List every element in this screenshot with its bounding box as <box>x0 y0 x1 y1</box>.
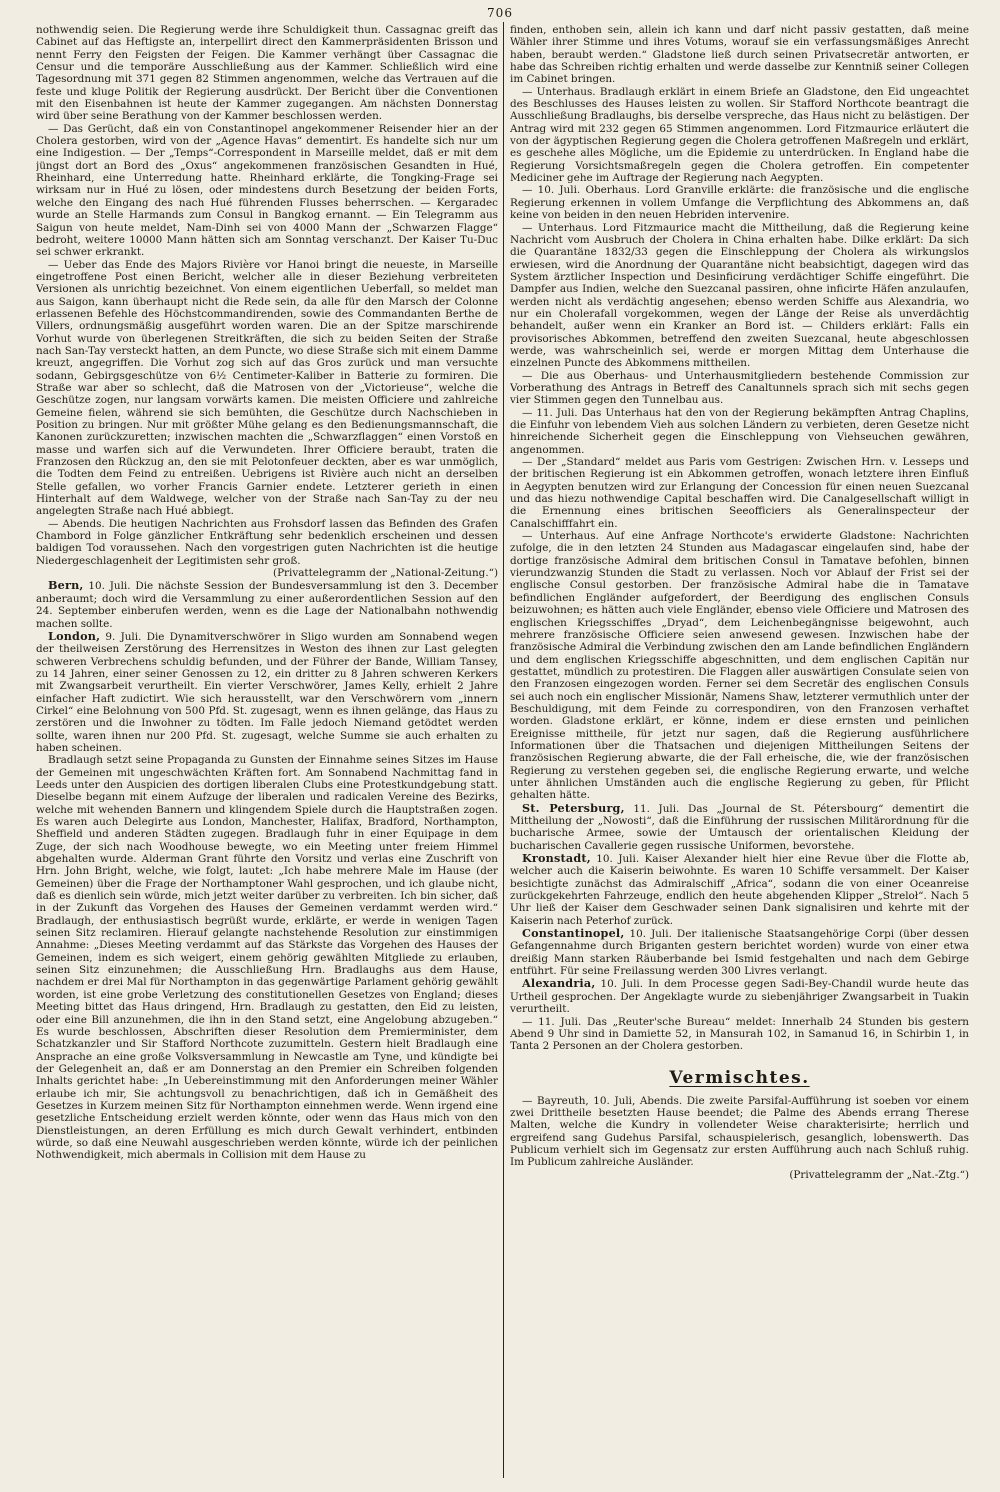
article-paragraph: — Unterhaus. Lord Fitzmaurice macht die Mittheilung, daß die Regierung keine Nachricht vom Ausbruch der Cholera in China erhalten habe. Dilke erklärt: Da sich die Quarantäne 1832/33 gegen die Einschleppung der Cholera als wirkungslos erwiesen, wird die Anordnung der Quarantäne nicht beabsichtigt, dagegen wird das System ärztlicher Inspection und Desinficirung verdächtiger Schiffe eingeführt. Die Dampfer aus Indien, welche den Suezcanal passiren, ohne inficirte Häfen anzulaufen, werden nicht als verdächtig angesehen; ebenso werden Schiffe aus Alexandria, wo nur ein Cholerafall vorgekommen, wegen der Länge der Reise als unverdächtig behandelt, außer wenn ein Kranker an Bord ist. — Childers erklärt: Falls ein provisorisches Abkommen, betreffend den zweiten Suezcanal, heute abgeschlossen werde, was wahrscheinlich sei, werde er morgen Mittag dem Unterhause die einzelnen Puncte des Abkommens mittheilen. <box>510 221 969 370</box>
dateline: Constantinopel, <box>522 926 625 941</box>
article-paragraph: — Das Gerücht, daß ein von Constantinopel angekommener Reisender hier an der Cholera gestorben, wird von der „Agence Havas“ dementirt. Es handelte sich nur um eine Indigestion. — Der „Temps“-Correspondent in Marseille meldet, daß er mit dem jüngst dort an Bord des „Oxus“ angekommenen französischen Gesandten in Hué, Rheinhard, eine Unterredung hatte. Rheinhard erklärte, die Tongking-Frage sei wirksam nur in Hué zu lösen, oder mindestens durch Besetzung der beiden Forts, welche den Eingang des nach Hué führenden Flusses beherrschen. — Kergaradec wurde an Stelle Harmands zum Consul in Bangkog ernannt. — Ein Telegramm aus Saigun von heute meldet, Nam-Dinh sei von 4000 Mann der „Schwarzen Flagge“ bedroht, weitere 10000 Mann hätten sich am Sonntag verschanzt. Der Kaiser Tu-Duc sei schwer erkrankt. <box>36 122 498 259</box>
news-body: 9. Juli. Die Dynamitverschwörer in Sligo wurden am Sonnabend wegen der theilweisen Zerstörung des Herrensitzes in Weston des ihnen zur Last gelegten schweren Verbrechens schuldig befunden, und der Führer der Bande, William Tansey, zu 14 Jahren, einer seiner Genossen zu 12, ein dritter zu 8 Jahren schweren Kerkers mit Zwangsarbeit verurtheilt. Ein vierter Verschwörer, James Kelly, erhielt 2 Jahre einfacher Haft zudictirt. Wie sich herausstellt, war den Verschwörern vom „innern Cirkel“ eine Belohnung von 500 Pfd. St. zugesagt, wenn es ihnen gelänge, das Haus zu zerstören und die Inwohner zu tödten. Im Falle jedoch Niemand getödtet werden sollte, waren ihnen nur 200 Pfd. St. zugesagt, welche Summe sie auch erhalten zu haben scheinen. <box>36 630 498 754</box>
dateline: London, <box>48 628 101 643</box>
article-paragraph: finden, enthoben sein, allein ich kann und darf nicht passiv gestatten, daß meine Wähler ihrer Stimme und ihres Votums, worauf sie ein verfassungsmäßiges Anrecht haben, beraubt werden.“ Gladstone ließ durch seinen Privatsecretär antworten, er habe das Schreiben richtig erhalten und werde dasselbe zur Kenntniß seiner Collegen im Cabinet bringen. <box>510 24 969 86</box>
article-paragraph: — Unterhaus. Bradlaugh erklärt in einem Briefe an Gladstone, den Eid ungeachtet des Beschlusses des Hauses leisten zu wollen. Sir Stafford Northcote beantragt die Ausschließung Bradlaughs, bis derselbe verspreche, das Haus nicht zu belästigen. Der Antrag wird mit 232 gegen 65 Stimmen angenommen. Lord Fitzmaurice erläutert die von der ägyptischen Regierung gegen die Cholera getroffenen Maßregeln und erklärt, es geschehe alles Mögliche, um die Epidemie zu unterdrücken. In England habe die Regierung Vorsichtsmaßregeln gegen die Cholera getroffen. Ein competenter Mediciner gehe im Auftrage der Regierung nach Aegypten. <box>510 85 969 185</box>
news-body: 11. Juli. Das „Journal de St. Pétersbourg“ dementirt die Mittheilung der „Nowosti“, daß die Einführung der russischen Militärordnung für die bucharische Armee, sowie der Umtausch der orientalischen Kleidung der bucharischen Cavallerie gegen russische Uniformen, bevorstehe. <box>510 802 969 852</box>
dateline: St. Petersburg, <box>522 800 625 815</box>
column-rule <box>503 22 504 1478</box>
article-paragraph: Bradlaugh setzt seine Propaganda zu Gunsten der Einnahme seines Sitzes im Hause der Gemeinen mit ungeschwächten Kräften fort. Am Sonnabend Nachmittag fand in Leeds unter den Auspicien des dortigen liberalen Clubs eine Protestkundgebung statt. Dieselbe begann mit einem Aufzuge der liberalen und radicalen Vereine des Bezirks, welche mit wehenden Bannern und klingendem Spiele durch die Hauptstraßen zogen. Es waren auch Delegirte aus London, Manchester, Halifax, Bradford, Northampton, Sheffield und anderen Städten zugegen. Bradlaugh fuhr in einer Equipage in dem Zuge, der sich nach Woodhouse bewegte, wo ein Meeting unter freiem Himmel abgehalten wurde. Alderman Grant führte den Vorsitz und verlas eine Zuschrift von Hrn. John Bright, welche, wie folgt, lautet: „Ich habe mehrere Male im Hause (der Gemeinen) über die Frage der Northamptoner Wahl gesprochen, und ich glaube nicht, daß es dienlich sein würde, mich jetzt weiter darüber zu verbreiten. Ich bin sicher, daß in der Zukunft das Vorgehen des Hauses der Gemeinen verdammt werden wird.“ Bradlaugh, der enthusiastisch begrüßt wurde, erklärte, er werde in wenigen Tagen seinen Sitz reclamiren. Hierauf gelangte nachstehende Resolution zur einstimmigen Annahme: „Dieses Meeting verdammt auf das Stärkste das Vorgehen des Hauses der Gemeinen, indem es sich weigert, einem gehörig gewählten Mitgliede zu erlauben, seinen Sitz einzunehmen; die Ausschließung Hrn. Bradlaughs aus dem Hause, nachdem er drei Mal für Northampton in das gegenwärtige Parlament gehörig gewählt worden, ist eine grobe Verletzung des constitutionellen Gesetzes von England; dieses Meeting bittet das Haus dringend, Hrn. Bradlaugh zu gestatten, den Eid zu leisten, oder eine Bill anzunehmen, die ihn in den Stand setzt, eine Angelobung abzugeben.“ Es wurde beschlossen, Abschriften dieser Resolution dem Premierminister, dem Schatzkanzler und Sir Stafford Northcote zuzumitteln. Gestern hielt Bradlaugh eine Ansprache an eine große Volksversammlung in Newcastle am Tyne, und kündigte bei der Gelegenheit an, daß er am Donnerstag an den Premier ein Schreiben folgenden Inhalts gerichtet habe: „In Uebereinstimmung mit den Anforderungen meiner Wähler erlaube ich mir, Sie achtungsvoll zu benachrichtigen, daß ich in Gemäßheit des Gesetzes in Kurzem meinen Sitz für Northampton einnehmen werde. Wenn irgend eine gesetzliche Entscheidung erzielt werden könnte, oder wenn das Haus mich von den Dienstleistungen, an deren Erfüllung es mich durch Gewalt verhindert, entbinden würde, so daß eine Neuwahl ausgeschrieben werden könnte, würde ich der peinlichen Nothwendigkeit, mich abermals in Collision mit dem Hause zu <box>36 754 498 1162</box>
telegram-credit: (Privattelegramm der „Nat.-Ztg.“) <box>789 1168 969 1181</box>
news-body: 10. Juli. Kaiser Alexander hielt hier eine Revue über die Flotte ab, welcher auch die Kaiserin beiwohnte. Es waren 10 Schiffe versammelt. Der Kaiser besichtigte zunächst das Admiralschiff „Africa“, sodann die von einer Oceanreise zurückgekehrten Fahrzeuge, endlich den heute abgehenden Klipper „Streloł“. Nach 5 Uhr ließ der Kaiser dem Geschwader seinen Dank signalisiren und kehrte mit der Kaiserin nach Peterhof zurück. <box>510 853 969 927</box>
article-paragraph: — Bayreuth, 10. Juli, Abends. Die zweite Parsifal-Aufführung ist soeben vor einem zwei Drittheile besetzten Hause beendet; die Palme des Abends errang Therese Malten, welche die Kundry in vollendeter Weise charakterisirte; herrlich und ergreifend sang Gudehus Parsifal, schauspielerisch, gesanglich, lobenswerth. Das Publicum verhielt sich im Gegensatz zur ersten Aufführung auch nach Schluß ruhig. Im Publicum zahlreiche Ausländer. <box>510 1094 969 1169</box>
right-column <box>510 24 969 1482</box>
news-body: 10. Juli. Der italienische Staatsangehörige Corpi (über dessen Gefangennahme durch Briganten gestern berichtet worden) wurde von einer etwa dreißig Mann starken Räuberbande bei Ismid festgehalten und nach dem Gebirge entführt. Für seine Freilassung werden 300 Livres verlangt. <box>510 928 969 978</box>
dateline: Bern, <box>48 578 84 593</box>
dateline: Kronstadt, <box>522 851 591 866</box>
article-paragraph: nothwendig seien. Die Regierung werde ihre Schuldigkeit thun. Cassagnac greift das Cabinet auf das Heftigste an, interpellirt direct den Kammerpräsidenten Brisson und nennt Ferry den Feigsten der Feigen. Die Kammer verhängt über Cassagnac die Censur und die temporäre Ausschließung aus der Kammer. Schließlich wird eine Tagesordnung mit 371 gegen 82 Stimmen angenommen, welche das Vertrauen auf die feste und kluge Politik der Regierung ausdrückt. Der Bericht über die Conventionen mit den Eisenbahnen ist heute der Kammer zugegangen. Am nächsten Donnerstag wird über seine Berathung von der Kammer beschlossen werden. <box>36 24 498 123</box>
section-heading: Vermischtes. <box>669 1067 810 1088</box>
news-body: 10. Juli. In dem Processe gegen Sadi-Bey-Chandil wurde heute das Urtheil gesprochen. Der Angeklagte wurde zu siebenjähriger Zwangsarbeit in Tuakin verurtheilt. <box>510 978 969 1016</box>
article-paragraph: — Die aus Oberhaus- und Unterhausmitgliedern bestehende Commission zur Vorberathung des Antrags in Betreff des Canaltunnels sprach sich mit sechs gegen vier Stimmen gegen den Tunnelbau aus. <box>510 369 969 407</box>
left-column <box>36 24 498 1482</box>
page-number: 706 <box>487 6 513 20</box>
news-item-london <box>36 630 498 754</box>
article-paragraph: — Abends. Die heutigen Nachrichten aus Frohsdorf lassen das Befinden des Grafen Chambord in Folge gänzlicher Entkräftung sehr bedenklich erscheinen und dessen baldigen Tod voraussehen. Nach den vorgestrigen guten Nachrichten ist die heutige Niedergeschlagenheit der Legitimisten sehr groß. <box>36 517 498 567</box>
dateline: Alexandria, <box>522 976 596 991</box>
telegram-credit: (Privattelegramm der „National-Zeitung.“) <box>273 567 498 580</box>
article-paragraph: — Der „Standard“ meldet aus Paris vom Gestrigen: Zwischen Hrn. v. Lesseps und der britischen Regierung ist ein Abkommen getroffen, wonach letztere ihren Einfluß in Aegypten benutzen wird zur Erlangung der Concession für einen neuen Suezcanal und das hiezu nothwendige Capital beschaffen wird. Die Canalgesellschaft willigt in die Ernennung eines britischen Seeofficiers als Generalinspecteur der Canalschifffahrt ein. <box>510 456 969 530</box>
news-item-alexandria <box>510 977 969 1015</box>
news-body: 10. Juli. Die nächste Session der Bundesversammlung ist den 3. December anberaumt; doch wird die Versammlung zu einer außerordentlichen Session auf den 24. September einberufen werden, wenn es die Lage der Nationalbahn nothwendig machen sollte. <box>36 580 498 630</box>
article-paragraph: — 11. Juli. Das Unterhaus hat den von der Regierung bekämpften Antrag Chaplins, die Einfuhr von lebendem Vieh aus solchen Ländern zu verbieten, deren Gesetze nicht hinreichende Sicherheit gegen die Einschleppung von Viehseuchen gewähren, angenommen. <box>510 406 969 456</box>
article-paragraph: — 10. Juli. Oberhaus. Lord Granville erklärte: die französische und die englische Regierung erkennen in vollem Umfange die Verpflichtung des Abkommens an, daß keine von beiden in den neuen Hebriden intervenire. <box>510 184 969 222</box>
article-paragraph: — Unterhaus. Auf eine Anfrage Northcote's erwiderte Gladstone: Nachrichten zufolge, die in den letzten 24 Stunden aus Madagascar eingelaufen sind, habe der dortige französische Admiral dem britischen Consul in Tamatave befohlen, binnen vierundzwanzig Stunden die Stadt zu verlassen. Noch vor Ablauf der Frist sei der englische Consul gestorben. Der französische Admiral habe die in Tamatave befindlichen Engländer aufgefordert, der Beerdigung des englischen Consuls beizuwohnen; es hätten auch viele Engländer, ebenso viele Officiere und Matrosen des englischen Kriegsschiffes „Dryad“, dem Leichenbegängnisse beigewohnt, auch mehrere französische Officiere seien anwesend gewesen. Inzwischen habe der französische Admiral die Verbindung zwischen den am Lande befindlichen Engländern und dem englischen Kriegsschiffe abgeschnitten, und dem englischen Capitän nur gestattet, mündlich zu protestiren. Die Flaggen aller auswärtigen Consulate seien von den Franzosen eingezogen worden. Ferner sei dem Secretär des englischen Consuls sei auch noch ein englischer Missionär, Namens Shaw, letzterer vermuthlich unter der Beschuldigung, mit dem Feinde zu correspondiren, von den Franzosen verhaftet worden. Gladstone erklärt, er könne, indem er diese ernsten und peinlichen Ereignisse mittheile, für jetzt nur sagen, daß die Regierung ausführlichere Informationen über die Thatsachen und diejenigen Mittheilungen Seitens der französischen Regierung abwarte, die der Fall erheische, die, wie der französischen Regierung zu verstehen gegeben sei, die englische Regierung erwarte, und welche unter ähnlichen Umständen auch die englische Regierung zu geben, für Pflicht gehalten hätte. <box>510 530 969 802</box>
news-item-kronstadt <box>510 852 969 927</box>
article-paragraph: — 11. Juli. Das „Reuter'sche Bureau“ meldet: Innerhalb 24 Stunden bis gestern Abend 9 Uhr sind in Damiette 52, in Mansurah 102, in Samanud 16, in Schirbin 1, in Tanta 2 Personen an der Cholera gestorben. <box>510 1015 969 1053</box>
news-item-constantinopel <box>510 927 969 977</box>
news-item-bern <box>36 579 498 629</box>
news-item-st-petersburg <box>510 802 969 852</box>
article-paragraph: — Ueber das Ende des Majors Rivière vor Hanoi bringt die neueste, in Marseille eingetroffene Post einen Bericht, welcher alle in dieser Beziehung verbreiteten Versionen als unrichtig bezeichnet. Von einem eigentlichen Ueberfall, so meldet man aus Saigon, kann überhaupt nicht die Rede sein, da alle für den Marsch der Colonne erlassenen Befehle des Höchstcommandirenden, sowie des Commandanten Berthe de Villers, ordnungsmäßig ausgeführt worden waren. Die an der Spitze marschirende Vorhut wurde von überlegenen Streitkräften, die sich zu beiden Seiten der Straße nach San-Tay versteckt hatten, an dem Puncte, wo diese Straße sich mit einem Damme kreuzt, angegriffen. Die Vorhut zog sich auf das Gros zurück und man versuchte sodann, Gebirgsgeschütze von 6½ Centimeter-Kaliber in Batterie zu formiren. Die Straße war aber so schlecht, daß die Matrosen von der „Victorieuse“, welche die Geschütze zogen, nur langsam vorwärts kamen. Die meisten Officiere und zahlreiche Gemeine fielen, während sie sich bemühten, die Geschütze durch Nachschieben in Position zu bringen. Nur mit größter Mühe gelang es den Bedienungsmannschaft, die Kanonen zurückzuretten; inzwischen machten die „Schwarzflaggen“ einen Vorstoß en masse und warfen sich auf die Verwundeten. Ihrer Officiere beraubt, traten die Franzosen den Rückzug an, den sie mit Pelotonfeuer deckten, aber es war unmöglich, die Todten dem Feind zu entreißen. Uebrigens ist Rivière auch nicht an derselben Stelle gefallen, wo vorher Francis Garnier endete. Letzterer gerieth in einen Hinterhalt auf dem Waldwege, welcher von der Straße nach San-Tay zu der neu angelegten Straße nach Hué abbiegt. <box>36 258 498 518</box>
